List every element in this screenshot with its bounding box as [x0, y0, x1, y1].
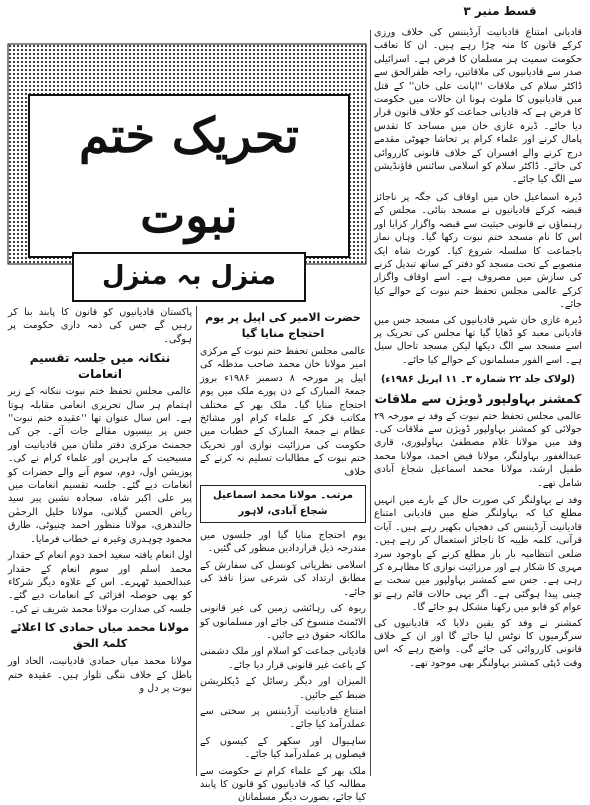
left-para-3: اول انعام یافتہ سعید احمد دوم انعام کے حقدار محمد اسلم اور سوم انعام کے حقدار عبدالحمید ٹھہرے۔ اس کے علاوہ دیگر شرکاء کو بھی حوصلہ افزائی کے انعامات دیے گئے۔ جلسہ کی صدارت مولانا محمد شریف نے کی۔ — [8, 550, 192, 615]
compiler-box: مرتب۔ مولانا محمد اسماعیل شجاع آبادی، لاہور — [200, 485, 366, 523]
left-para-1: پاکستان قادیانیوں کو قانون کا پابند بنا کر رہیں گے جس کی ذمہ داری حکومت پر ہوگی۔ — [8, 307, 192, 345]
citation: (لولاک جلد ۲۲ شمارہ ۳۔ ۱۱ اپریل ۱۹۸۶ء) — [380, 374, 576, 386]
right-para-4: عالمی مجلس تحفظ ختم نبوت کے وفد نے مورخہ ۲۹ جولائی کو کمشنر بہاولپور ڈویژن سے ملاقات کی۔ وفد میں مولانا غلام مصطفیٰ بہاولپوری، قاری عبدالغفور بہاولنگر، مولانا فیض احمد، مولانا محمد طفیل ارشد، مولانا محمد اسماعیل شجاع آبادی شامل تھے۔ — [374, 410, 582, 489]
middle-para-3: ملک بھر کے علماء کرام نے حکومت سے مطالبہ کیا کہ قادیانیوں کو قانون کا پابند کیا جائے، بصورت دیگر مسلمانان — [200, 765, 366, 804]
resolution-item: امتناع قادیانیت آرڈیننس پر سختی سے عملدرآمد کیا جائے۔ — [200, 705, 366, 731]
left-para-2: عالمی مجلس تحفظ ختم نبوت ننکانہ کے زیر اہتمام ہر سال تحریری انعامی مقابلہ ہوتا ہے۔ اس سال عنوان تھا ''عقیدہ ختم نبوت'' جس پر بیسیوں مقالے جات آئے۔ جن کی ججمنٹ مرکزی دفتر ملتان میں قادیانیت اور مسیحیت کے ماہرین اور علماء کرام نے کی۔ پوزیشن اول، دوم، سوم آنے والے حضرات کو انعامات دیے گئے۔ جلسہ تقسیم انعامات میں پیر علی اکبر شاہ، سجادہ نشین پیر سید ریاض الحسن گیلانی، مولانا خلیل الرحمٰن جالندھری، مولانا منظور احمد چنیوٹی، طارق محمود چوہدری وغیرہ نے خطاب فرمایا۔ — [8, 386, 192, 545]
right-para-1: قادیانی امتناع قادیانیت آرڈیننس کی خلاف ورزی کرکے قانون کا منہ چڑا رہے ہیں۔ ان کا تعاقب حکومت سمیت ہر مسلمان کا فرض ہے۔ اسرائیلی صدر سے قادیانیوں کی ملاقاتیں، راجہ ظفرالحق سے ڈاکٹر سلام کی ملاقات ''اپانت علی خان'' کے قتل میں قادیانیوں کا ملوث ہونا ان حالات میں حکومت کا فرض ہے کہ قادیانی جماعت کو خلاف قانون قرار دیا جائے۔ ڈیرہ غازی خان میں مساجد کا تقدس پامال کرنے اور علماء کرام پر تحاشا جھوٹی مقدمے درج کرنے والے افسران کے خلاف قانونی کارروائی کی جائے۔ ڈاکٹر سلام کو اسلامی سائنس فاؤنڈیشن سے الگ کیا جائے۔ — [374, 27, 582, 186]
left-column — [8, 306, 192, 776]
masthead-title: تحریک ختم نبوت — [28, 94, 350, 258]
right-para-2: ڈیرہ اسماعیل خان میں اوقاف کی جگہ پر ناجائز قبضہ کرکے قادیانیوں نے مسجد بنائی۔ مجلس کے رہنماؤں نے قانونی حیثیت سے قبضہ واگزار کرایا اور اس کا نام مسجد ختم نبوت رکھا گیا۔ وہاں نماز باجماعت کا سلسلہ شروع کیا۔ کورٹ شاہ ایک منصوبے کے تحت مسجد کو دفتر کے ساتھ تبدیل کرنے کی سازش میں مصروف ہے۔ اسے اوقاف واگزار کرکے عالمی مجلس تحفظ ختم نبوت کے حوالے کیا جائے۔ — [374, 191, 582, 311]
right-para-3: ڈیرہ غازی خان شہر قادیانیوں کی مسجد جس میں قادیانی معبد کو ڈھایا گیا تھا مجلس کی تحریک پر اسے مسجد سے الگ دیکھا لیکن مسجد تاحال سیل ہے۔ اسے الفور مسلمانوں کے حوالے کیا جائے۔ — [374, 314, 582, 366]
right-para-5: وفد نے بہاولنگر کی صورت حال کے بارے میں انہیں مطلع کیا کہ بہاولنگر ضلع میں قادیانی امتناع قادیانیت آرڈیننس کی دھجیاں بکھیر رہے ہیں۔ آیات قرآنی، کلمہ طیبہ کا ناجائز استعمال کر رہے ہیں۔ ضلعی انتظامیہ بار بار مطلع کرنے کے باوجود سرد مہری کا شکار ہے اور مرزائیت نوازی کا مظاہرہ کر رہی ہے۔ جس سے کمشنر بہاولپور میں سخت بے چینی پیدا ہوگئی ہے۔ اگر یہی حالات قائم رہے تو عوام کو قابو میں رکھنا مشکل ہو جائے گا۔ — [374, 495, 582, 614]
column-rule — [196, 306, 197, 776]
resolution-item: ربوہ کی رہائشی زمین کی غیر قانونی الاٹمنٹ منسوخ کی جائے اور مسلمانوں کو مالکانہ حقوق دیے جائیں۔ — [200, 603, 366, 641]
column-rule — [370, 30, 371, 776]
resolution-item: المیزان اور دیگر رسائل کے ڈیکلریشن ضبط کیے جائیں۔ — [200, 676, 366, 701]
resolution-item: اسلامی نظریاتی کونسل کی سفارش کے مطابق ارتداد کی شرعی سزا نافذ کی جائے۔ — [200, 559, 366, 598]
commissioner-heading: کمشنر بہاولپور ڈویژن سے ملاقات — [374, 390, 582, 406]
masthead-subtitle: منزل بہ منزل — [72, 252, 306, 302]
middle-para-2: یوم احتجاج منایا گیا اور جلسوں میں مندرجہ ذیل قراردادیں منظور کی گئیں۔ — [200, 530, 366, 555]
nankana-heading: ننکانہ میں جلسہ تقسیم انعامات — [29, 351, 171, 382]
resolution-item: ساہیوال اور سکھر کے کیسوں کے فیصلوں پر عملدرآمد کیا جائے۔ — [200, 735, 366, 761]
middle-para-1: عالمی مجلس تحفظ ختم نبوت کے مرکزی امیر مولانا خان محمد صاحب مدظلہ کی اپیل پر مورخہ ۸ دسمبر ۱۹۸۶ء بروز جمعۃ المبارک کے دن پورے ملک میں یوم احتجاج منایا گیا۔ ملک بھر کے مختلف مکاتب فکر کے علماء کرام اور مشائخ عظام نے جمعۃ المبارک کے خطبات میں حکومت کی مرزائیت نوازی اور تحریک ختم نبوت کے مطالبات تسلیم نہ کرنے کے خلاف — [200, 346, 366, 478]
middle-column — [200, 306, 366, 804]
installment-label: قسط منبر ۳ — [463, 4, 537, 18]
right-column — [374, 26, 582, 776]
resolutions-list — [200, 559, 366, 762]
left-para-4: مولانا محمد میاں حمادی قادیانیت، الحاد اور باطل کے خلاف ننگی تلوار ہیں۔ عقیدہ ختم نبوت پر دل و — [8, 656, 192, 694]
resolution-item: قادیانی جماعت کو اسلام اور ملک دشمنی کے باعث غیر قانونی قرار دیا جائے۔ — [200, 646, 366, 671]
hammadi-heading: مولانا محمد میاں حمادی کا اعلائے کلمۃ الحق — [10, 621, 190, 651]
masthead-banner — [8, 44, 366, 264]
right-para-6: کمشنر نے وفد کو یقین دلایا کہ قادیانیوں کی سرگرمیوں کا نوٹس لیا جائے گا اور ان کے خلاف قانونی کارروائی کی جائے گی۔ واضح رہے کہ اس وقت ڈپٹی کمشنر بہاولنگر بھی موجود تھے۔ — [374, 617, 582, 669]
protest-day-heading: حضرت الامیر کی اپیل پر یوم احتجاج منایا گیا — [205, 311, 361, 340]
